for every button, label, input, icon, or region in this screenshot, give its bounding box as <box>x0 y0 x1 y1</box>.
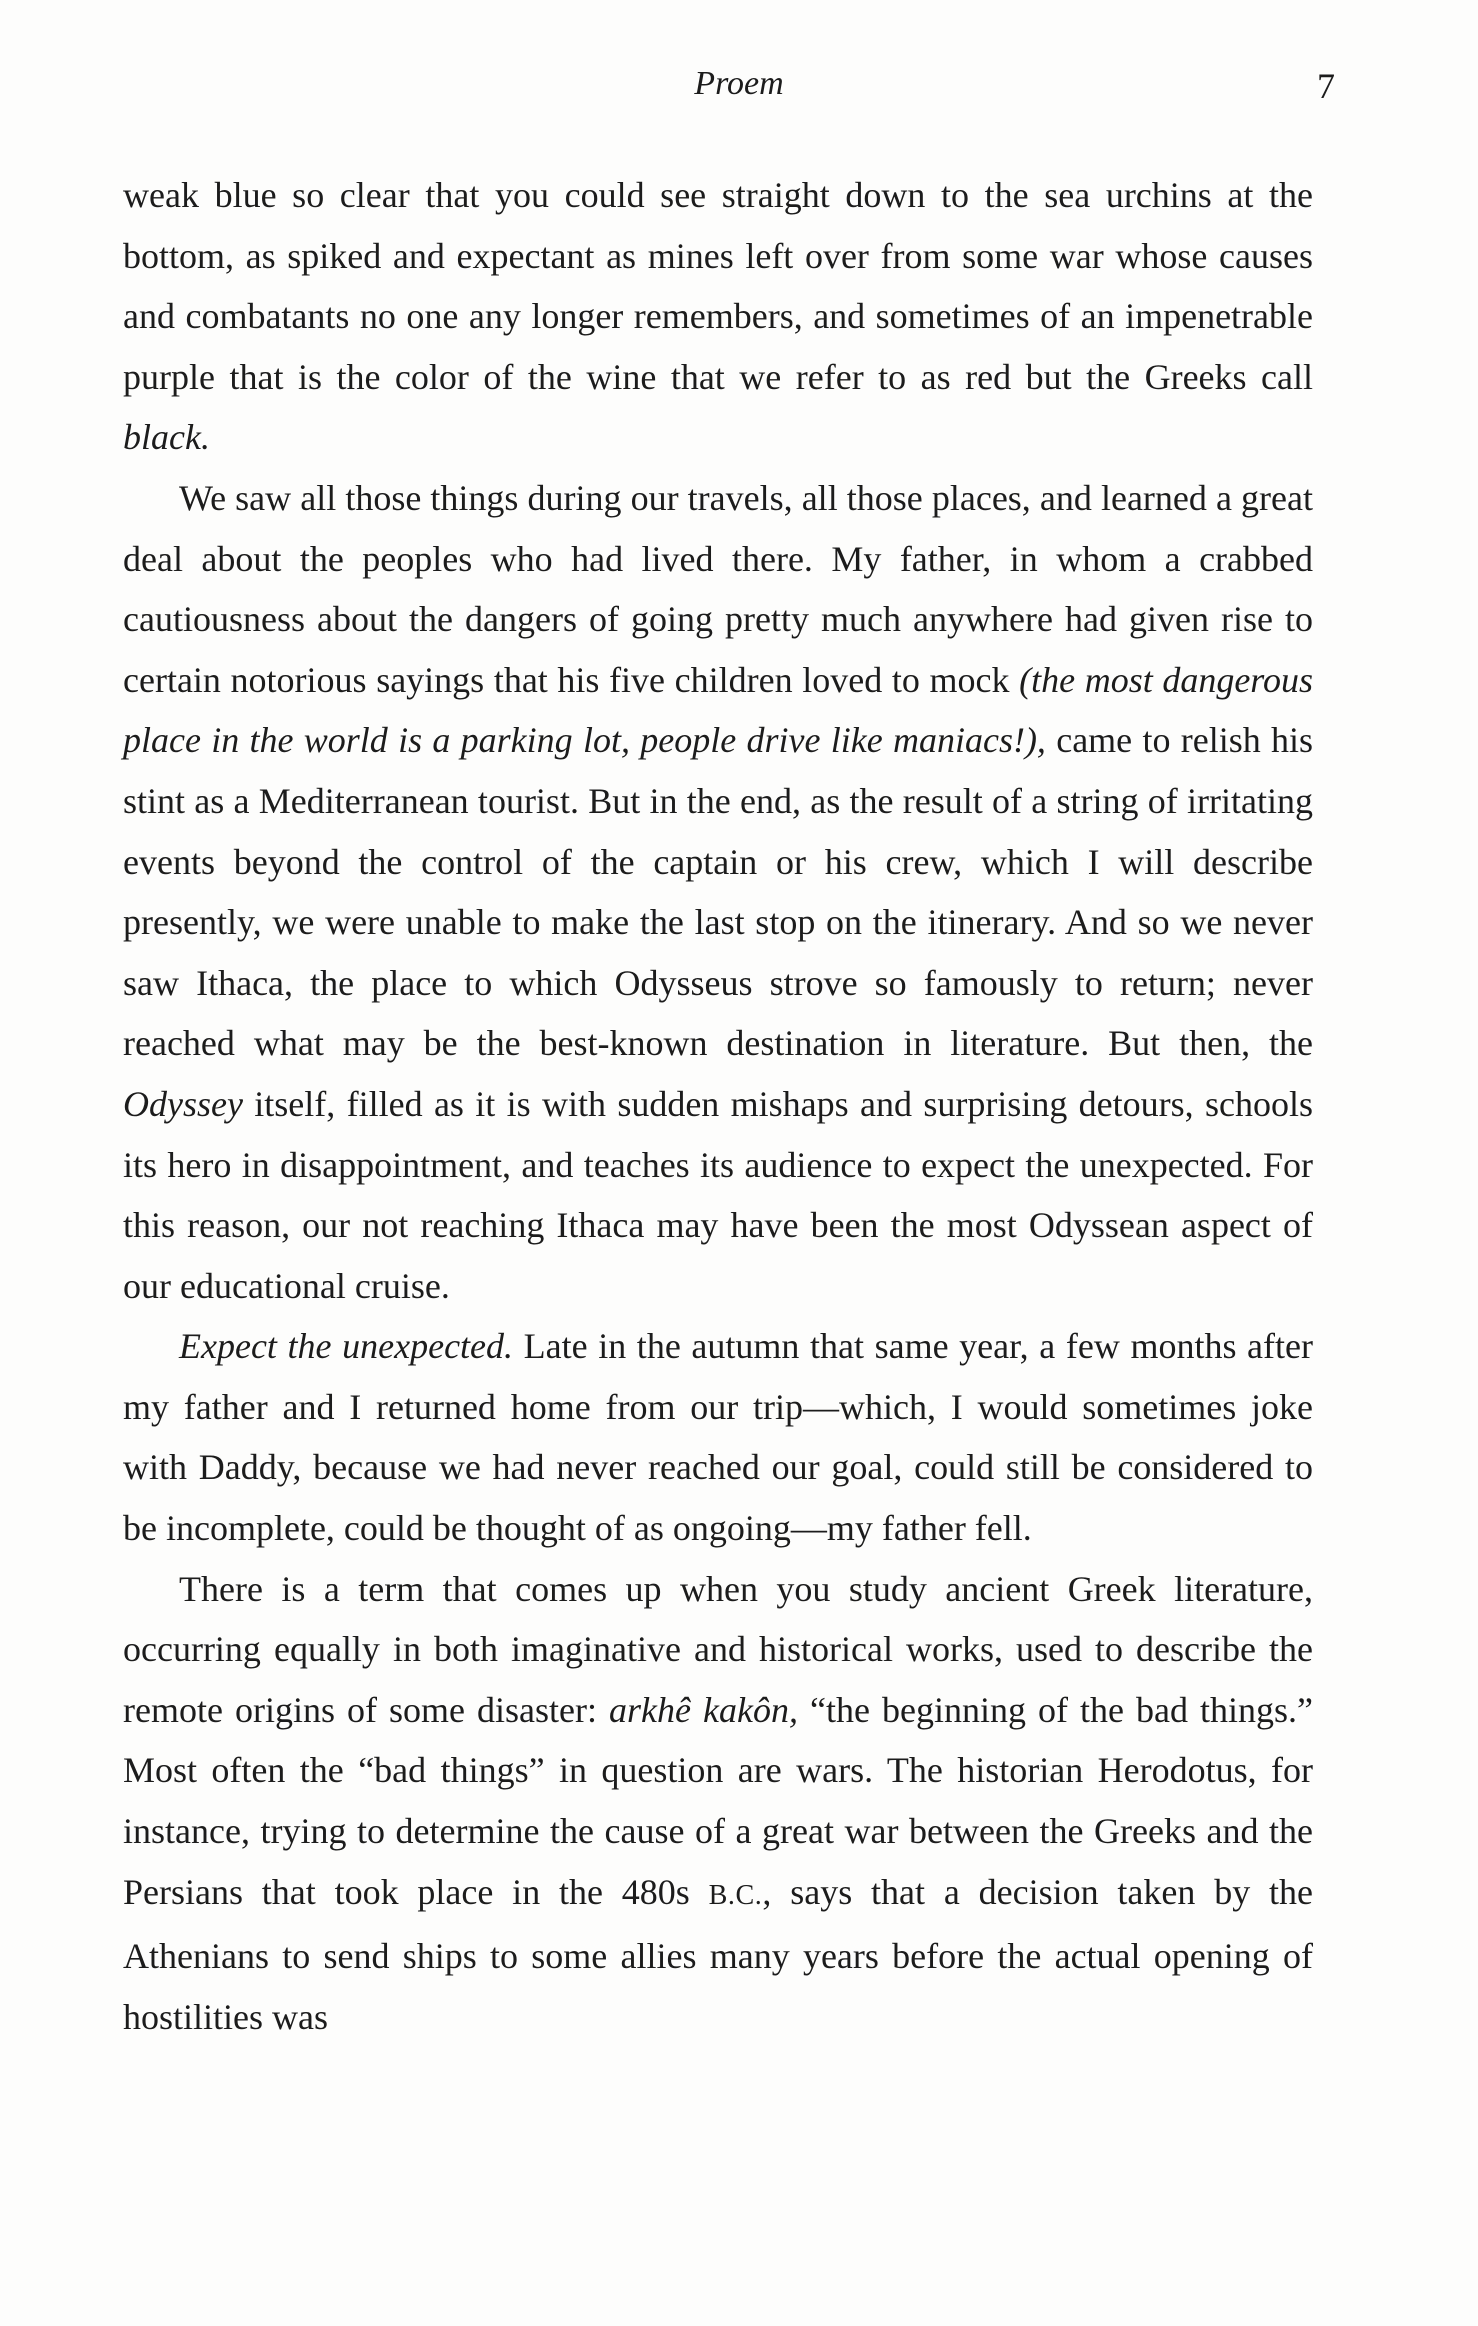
text-run: came to relish his stint as a Mediterranean tourist. But in the end, as the result of a string of irritating events beyond the control of the captain or his crew, which I will describe presently, we were unable to make the last stop on the itinerary. And so we never saw Ithaca, the place to which Odysseus strove so famously to return; never reached what may be the best-known destination in literature. But then, the <box>123 720 1313 1064</box>
text-run: Late in the autumn that same year, a few months after my father and I returned home from our trip—which, I would sometimes joke with Daddy, because we had never reached our goal, could still be considered to be incomplete, could be thought of as ongoing—my father fell. <box>123 1326 1313 1549</box>
italic-text: arkhê kakôn, <box>609 1689 798 1730</box>
paragraph <box>123 468 1313 1316</box>
text-run: , says that a decision taken by the Athenians to send ships to some allies many years before the actual opening of hostilities was <box>123 1871 1313 2037</box>
paragraph <box>123 165 1313 468</box>
italic-text: Expect the unexpected. <box>179 1326 514 1367</box>
text-run: We saw all those things during our travels, all those places, and learned a great deal about the peoples who had lived there. My father, in whom a crabbed cautiousness about the dangers of going pretty much anywhere had given rise to certain notorious sayings that his five children loved to mock <box>123 477 1313 700</box>
text-run: “the beginning of the bad things.” Most often the “bad things” in question are wars. The historian Herodotus, for instance, trying to determine the cause of a great war between the Greeks and the Persians that took place in the 480s <box>123 1689 1313 1912</box>
text-run: itself, filled as it is with sudden mishaps and surprising detours, schools its hero in disappointment, and teaches its audience to expect the unexpected. For this reason, our not reaching Ithaca may have been the most Odyssean aspect of our educational cruise. <box>123 1083 1313 1306</box>
italic-text: black. <box>123 417 210 458</box>
text-run: There is a term that comes up when you study ancient Greek literature, occurring equally in both imaginative and historical works, used to describe the remote origins of some disaster: <box>123 1568 1313 1730</box>
paragraph <box>123 1559 1313 2048</box>
small-caps-text: B.C. <box>708 1879 763 1911</box>
text-run: weak blue so clear that you could see straight down to the sea urchins at the bottom, as spiked and expectant as mines left over from some war whose causes and combatants no one any longer remembers, and sometimes of an impenetrable purple that is the color of the wine that we refer to as red but the Greeks call <box>123 175 1313 397</box>
italic-text: (the most dangerous place in the world is a parking lot, people drive like maniacs!), <box>123 659 1313 761</box>
italic-text: Odyssey <box>123 1083 243 1124</box>
page-number: 7 <box>1317 66 1335 106</box>
paragraph <box>123 1316 1313 1558</box>
running-head-title: Proem <box>694 65 784 102</box>
body-text <box>123 165 1313 2047</box>
